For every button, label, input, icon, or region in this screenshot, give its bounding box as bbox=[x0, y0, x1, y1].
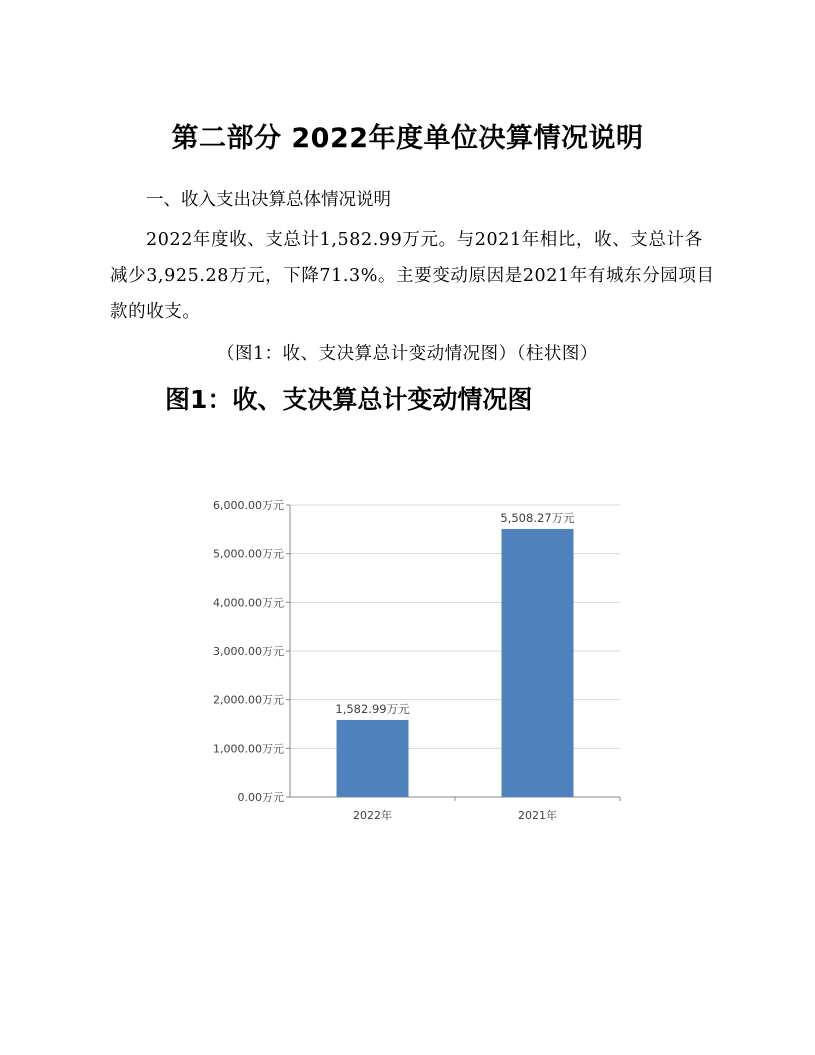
x-tick-label: 2021年 bbox=[518, 809, 557, 822]
y-tick-label: 3,000.00万元 bbox=[213, 645, 284, 658]
y-tick-label: 6,000.00万元 bbox=[213, 499, 284, 512]
chart-title: 图1：收、支决算总计变动情况图 bbox=[165, 385, 533, 414]
y-tick-label: 1,000.00万元 bbox=[213, 742, 284, 756]
section-heading: 一、收入支出决算总体情况说明 bbox=[146, 190, 391, 210]
bar bbox=[337, 720, 409, 797]
data-label: 5,508.27万元 bbox=[500, 510, 575, 525]
x-tick-label: 2022年 bbox=[353, 809, 392, 822]
y-tick-label: 0.00万元 bbox=[237, 791, 284, 804]
y-tick-label: 2,000.00万元 bbox=[213, 693, 284, 707]
y-tick-label: 5,000.00万元 bbox=[213, 547, 284, 561]
y-tick-label: 4,000.00万元 bbox=[213, 596, 284, 610]
bar bbox=[502, 529, 574, 797]
page-title: 第二部分 2022年度单位决算情况说明 bbox=[171, 123, 644, 154]
summary-paragraph: 2022年度收、支总计1,582.99万元。与2021年相比，收、支总计各减少3,925.28万元，下降71.3%。主要变动原因是2021年有城东分园项目款的收支。 bbox=[110, 230, 715, 322]
data-label: 1,582.99万元 bbox=[335, 701, 410, 716]
figure-caption: （图1：收、支决算总计变动情况图）（柱状图） bbox=[217, 344, 598, 364]
